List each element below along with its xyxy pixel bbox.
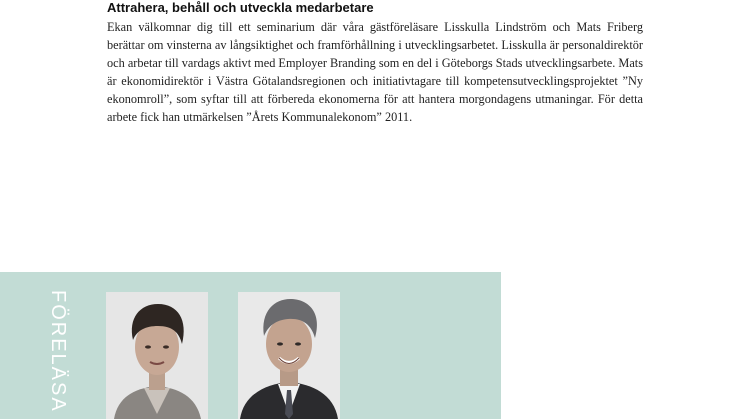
speaker-photo-lisskulla: [106, 292, 208, 419]
speakers-band-label: FÖRELÄSA: [47, 290, 69, 413]
speaker-photo-mats: [238, 292, 340, 419]
article-headline: Attrahera, behåll och utveckla medarbetare: [107, 0, 374, 15]
article-body: Ekan välkomnar dig till ett seminarium där våra gästföreläsare Lisskulla Lindström och Mats Friberg berättar om vinsterna av långsiktighet och framförhållning i utvecklingsarbetet. Lisskulla är personaldirektör och arbetar till vardags aktivt med Employer Branding som en del i Göteborgs Stads utvecklingsarbete. Mats är ekonomidirektör i Västra Götalandsregionen och initiativtagare till kompetensutvecklingsprojektet ”Ny ekonomroll”, som syftar till att förbereda ekonomerna för att hantera morgondagens utmaningar. För detta arbete fick han utmärkelsen ”Årets Kommunalekonom” 2011.: [107, 20, 643, 124]
